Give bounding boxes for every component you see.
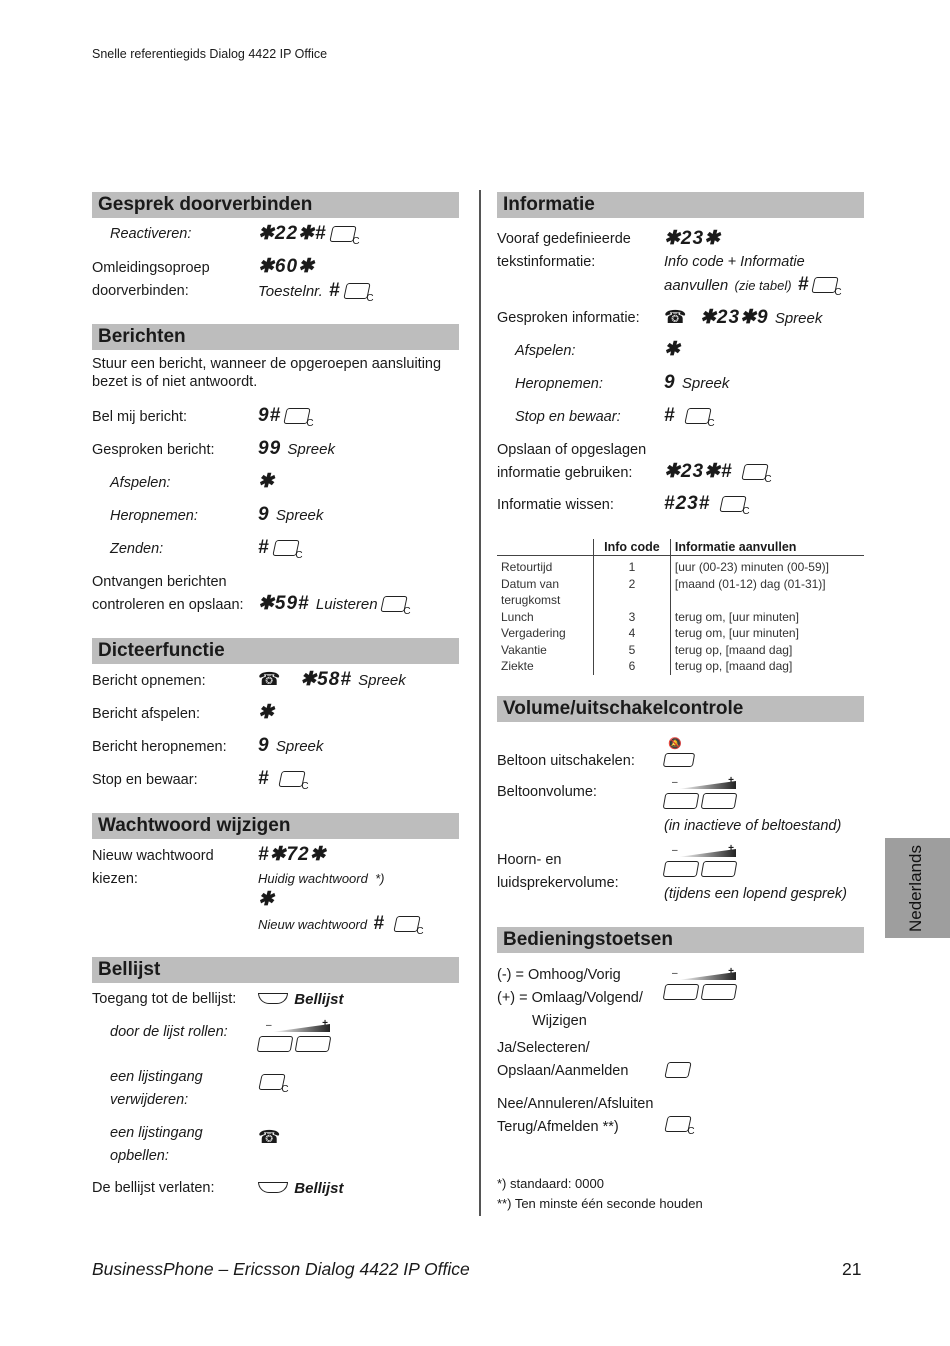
- ja-key: [662, 1058, 690, 1081]
- zenden-label: Zenden:: [110, 541, 164, 557]
- table-header: [497, 539, 594, 556]
- page-number: 21: [842, 1259, 862, 1279]
- yes-key-icon: [664, 1062, 691, 1078]
- mute-key-icon: 🔕: [664, 739, 694, 767]
- afspelen-code: ✱: [258, 471, 275, 492]
- table-cell: Vakantie: [501, 642, 547, 657]
- bellijst-verlaten-code: Bellijst: [258, 1176, 343, 1200]
- clear-key-icon: C: [664, 1116, 691, 1132]
- heropnemen-code: 9 Spreek: [258, 504, 324, 525]
- vooraf-sub-2: aanvullen (zie tabel) # C: [664, 274, 843, 298]
- zenden-code: # C: [258, 537, 303, 561]
- beltoonvolume-label: Beltoonvolume:: [497, 784, 597, 800]
- clear-key-icon: C: [329, 226, 356, 242]
- table-cell: terug om, [uur minuten]: [674, 626, 799, 640]
- berichten-intro-1: Stuur een bericht, wanneer de opgeroepen aansluiting: [92, 356, 442, 372]
- table-row: [497, 556, 864, 576]
- vooraf-label-2: tekstinformatie:: [497, 254, 596, 270]
- nee-label-1: Nee/Annuleren/Afsluiten: [497, 1096, 654, 1112]
- handset-icon: ☎: [258, 1127, 282, 1147]
- hoorn-note: (tijdens een lopend gesprek): [664, 886, 847, 902]
- section-title-berichten: Berichten: [92, 324, 459, 350]
- section-title-bediening: Bedieningstoetsen: [497, 927, 864, 953]
- omleiding-label-1: Omleidingsoproep: [92, 260, 210, 276]
- bellijst-opbellen-label-1: een lijstingang: [110, 1125, 203, 1141]
- table-cell: Datum van terugkomst: [501, 576, 561, 607]
- ontvangen-label-1: Ontvangen berichten: [92, 574, 227, 590]
- table-cell: Ziekte: [501, 659, 534, 673]
- clear-key-icon: C: [741, 464, 768, 480]
- table-cell: Vergadering: [501, 626, 566, 640]
- dicteer-opnemen-code: ☎ ✱58# Spreek: [258, 669, 406, 690]
- info-afspelen-label: Afspelen:: [515, 343, 576, 359]
- bediening-line-3: Wijzigen: [532, 1013, 587, 1029]
- table-row: [497, 609, 864, 626]
- gesproken-code: 99 Spreek: [258, 438, 335, 459]
- dicteer-afspelen-label: Bericht afspelen:: [92, 706, 201, 722]
- section-title-bellijst: Bellijst: [92, 957, 459, 983]
- volume-keys-icon: – +: [664, 968, 738, 1000]
- omleiding-sub: Toestelnr. # C: [258, 280, 375, 304]
- clear-key-icon: C: [394, 916, 421, 932]
- clear-key-icon: C: [278, 771, 305, 787]
- nieuw-wachtwoord: Nieuw wachtwoord # C: [258, 913, 425, 937]
- belmij-label: Bel mij bericht:: [92, 409, 188, 425]
- ja-label-2: Opslaan/Aanmelden: [497, 1063, 629, 1079]
- clear-key-icon: C: [272, 540, 299, 556]
- table-cell: [maand (01-12) dag (01-31)]: [674, 576, 826, 591]
- menu-key-icon: [258, 993, 288, 1004]
- bellijst-verwijderen-label-2: verwijderen:: [110, 1092, 189, 1108]
- opslaan-code: ✱23✱# C: [664, 461, 773, 485]
- table-row: [497, 658, 864, 675]
- language-tab: [885, 838, 950, 938]
- clear-key-icon: C: [343, 283, 370, 299]
- wissen-label: Informatie wissen:: [497, 497, 614, 513]
- belmij-code: 9# C: [258, 405, 315, 429]
- huidig-wachtwoord: Huidig wachtwoord *): [258, 871, 385, 886]
- omleiding-label-2: doorverbinden:: [92, 283, 189, 299]
- bellijst-rollen-label: door de lijst rollen:: [110, 1024, 228, 1040]
- dicteer-afspelen-code: ✱: [258, 702, 275, 723]
- bellijst-verwijderen-label-1: een lijstingang: [110, 1069, 203, 1085]
- info-afspelen-code: ✱: [664, 339, 681, 360]
- table-header: Informatie aanvullen: [670, 539, 864, 556]
- clear-key-icon: C: [283, 408, 310, 424]
- ontvangen-code: ✱59# Luisteren C: [258, 593, 412, 617]
- footnote-2: **) Ten minste één seconde houden: [497, 1196, 703, 1211]
- section-title-wachtwoord: Wachtwoord wijzigen: [92, 813, 459, 839]
- hoorn-label-2: luidsprekervolume:: [497, 875, 619, 891]
- dicteer-heropnemen-code: 9 Spreek: [258, 735, 324, 756]
- wachtwoord-label-1: Nieuw wachtwoord: [92, 848, 214, 864]
- table-row: [497, 642, 864, 659]
- table-cell: 3: [594, 609, 671, 626]
- wachtwoord-code: #✱72✱: [258, 844, 327, 865]
- info-stop-label: Stop en bewaar:: [515, 409, 621, 425]
- table-cell: Retourtijd: [501, 560, 553, 574]
- bediening-line-2: (+) = Omlaag/Volgend/: [497, 990, 643, 1006]
- handset-icon: ☎: [258, 669, 282, 689]
- table-cell: Lunch: [501, 609, 534, 624]
- bellijst-opbellen-label-2: opbellen:: [110, 1148, 169, 1164]
- table-cell: terug op, [maand dag]: [674, 642, 793, 657]
- bellijst-toegang-code: Bellijst: [258, 987, 343, 1011]
- bellijst-toegang-label: Toegang tot de bellijst:: [92, 991, 237, 1007]
- berichten-intro-2: bezet is of niet antwoordt.: [92, 374, 258, 390]
- info-stop-code: # C: [664, 405, 716, 429]
- table-row: [497, 576, 864, 609]
- clear-key-icon: C: [719, 496, 746, 512]
- bellijst-opbellen-code: [258, 1126, 281, 1149]
- page-footer: BusinessPhone – Ericsson Dialog 4422 IP Office: [92, 1259, 470, 1279]
- wachtwoord-star: ✱: [258, 889, 275, 910]
- section-title-volume: Volume/uitschakelcontrole: [497, 696, 864, 722]
- gesproken-label: Gesproken bericht:: [92, 442, 215, 458]
- heropnemen-label: Heropnemen:: [110, 508, 198, 524]
- hoorn-label-1: Hoorn- en: [497, 852, 562, 868]
- opslaan-label-2: informatie gebruiken:: [497, 465, 633, 481]
- vooraf-sub-1: Info code + Informatie: [664, 254, 805, 270]
- vooraf-code: ✱23✱: [664, 228, 721, 249]
- section-title-doorverbinden: Gesprek doorverbinden: [92, 192, 459, 218]
- nee-label-2: Terug/Afmelden **): [497, 1119, 619, 1135]
- opslaan-label-1: Opslaan of opgeslagen: [497, 442, 647, 458]
- table-cell: 6: [594, 658, 671, 675]
- bellijst-verwijderen-code: [256, 1070, 290, 1095]
- table-cell: 1: [594, 556, 671, 576]
- reactiveren-label: Reactiveren:: [110, 226, 192, 242]
- vooraf-label-1: Vooraf gedefinieerde: [497, 231, 631, 247]
- wachtwoord-label-2: kiezen:: [92, 871, 138, 887]
- table-cell: terug op, [maand dag]: [674, 659, 793, 673]
- dicteer-stop-label: Stop en bewaar:: [92, 772, 198, 788]
- table-row: [497, 625, 864, 642]
- table-cell: 4: [594, 625, 671, 642]
- dicteer-opnemen-label: Bericht opnemen:: [92, 673, 206, 689]
- ontvangen-label-2: controleren en opslaan:: [92, 597, 244, 613]
- info-heropnemen-code: 9 Spreek: [664, 372, 730, 393]
- volume-keys-icon: – +: [664, 845, 738, 877]
- clear-key-icon: C: [684, 408, 711, 424]
- dicteer-stop-code: # C: [258, 768, 310, 792]
- table-cell: terug om, [uur minuten]: [674, 609, 799, 624]
- wissen-code: #23# C: [664, 493, 750, 517]
- gesproken-info-code: ☎ ✱23✱9 Spreek: [664, 307, 823, 328]
- ja-label-1: Ja/Selecteren/: [497, 1040, 590, 1056]
- page-header: Snelle referentiegids Dialog 4422 IP Office: [92, 47, 328, 61]
- column-divider: [479, 190, 481, 1216]
- clear-key-icon: C: [380, 596, 407, 612]
- section-title-informatie: Informatie: [497, 192, 864, 218]
- handset-icon: ☎: [664, 307, 688, 327]
- table-header: Info code: [594, 539, 671, 556]
- volume-keys-icon: – +: [664, 777, 738, 809]
- volume-keys-icon: – +: [258, 1020, 332, 1052]
- dicteer-heropnemen-label: Bericht heropnemen:: [92, 739, 227, 755]
- reactiveren-code: ✱22✱# C: [258, 223, 360, 247]
- beltoon-uit-label: Beltoon uitschakelen:: [497, 753, 635, 769]
- afspelen-label: Afspelen:: [110, 475, 171, 491]
- nee-key: [662, 1112, 696, 1137]
- beltoonvolume-note: (in inactieve of beltoestand): [664, 818, 842, 834]
- language-tab-label: Nederlands: [906, 845, 925, 932]
- clear-key-icon: C: [258, 1074, 285, 1090]
- omleiding-code: ✱60✱: [258, 256, 315, 277]
- bediening-line-1: (-) = Omhoog/Vorig: [497, 967, 621, 983]
- info-code-table: [497, 539, 864, 675]
- table-cell: 5: [594, 642, 671, 659]
- table-cell: [uur (00-23) minuten (00-59)]: [674, 560, 829, 574]
- gesproken-info-label: Gesproken informatie:: [497, 310, 640, 326]
- info-heropnemen-label: Heropnemen:: [515, 376, 603, 392]
- clear-key-icon: C: [812, 277, 839, 293]
- table-header-row: [497, 539, 864, 556]
- footnote-1: *) standaard: 0000: [497, 1176, 604, 1191]
- menu-key-icon: [258, 1182, 288, 1193]
- section-title-dicteer: Dicteerfunctie: [92, 638, 459, 664]
- table-cell: 2: [594, 576, 671, 609]
- bellijst-verlaten-label: De bellijst verlaten:: [92, 1180, 215, 1196]
